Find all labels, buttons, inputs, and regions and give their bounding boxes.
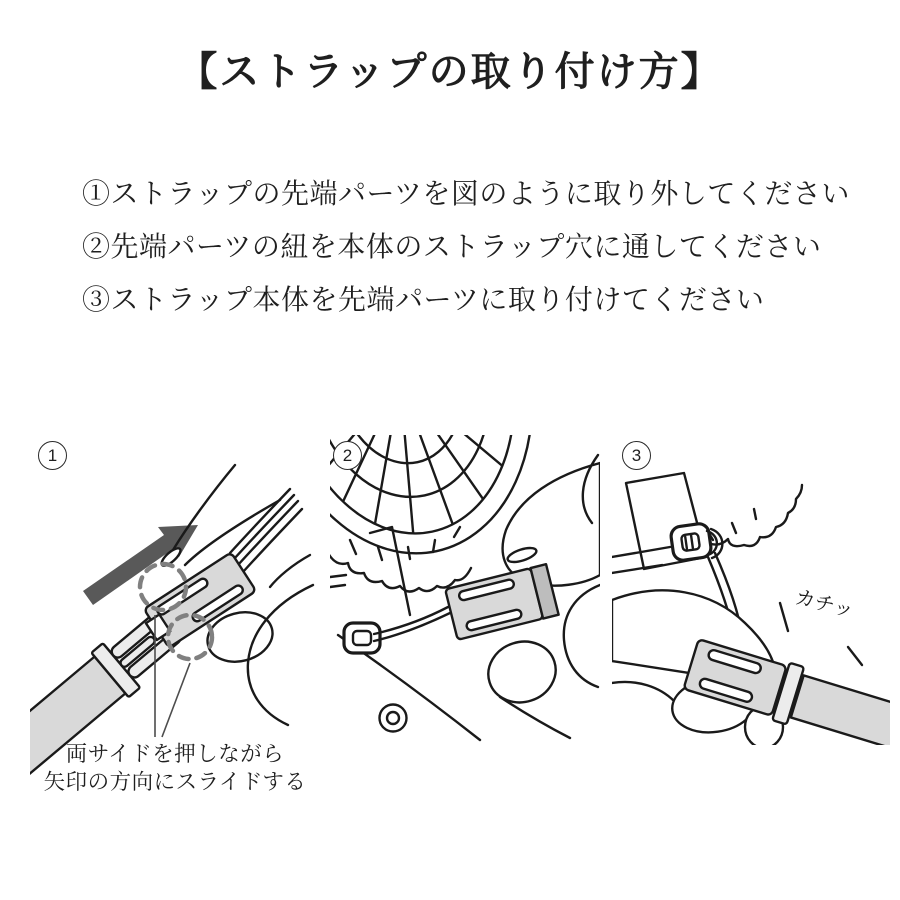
step2-number-badge: 2 [333,441,362,470]
click-sound-text: カチッ [792,586,856,623]
click-effect [780,587,862,665]
step2-panel [330,435,600,745]
step1-panel [30,435,320,805]
step3-number-badge: 3 [622,441,651,470]
strap-hole [344,623,380,653]
strap-body [791,675,890,745]
step3-panel [612,435,890,745]
instruction-step-3: ③ストラップ本体を先端パーツに取り付けてください [82,284,765,315]
strap-hole [670,523,712,562]
strap-cords [230,489,302,572]
pointer-line-right [162,663,190,737]
step2-illustration [330,435,600,745]
step1-caption [30,741,320,796]
instruction-step-2: ②先端パーツの紐を本体のストラップ穴に通してください [82,231,822,262]
page-title: 【ストラップの取り付け方】 [177,50,723,94]
caption-line-2: 矢印の方向にスライドする [43,769,307,794]
thumb [480,633,563,711]
instruction-step-1: ①ストラップの先端パーツを図のように取り外してください [82,178,850,209]
fan-body [612,473,802,573]
step1-number-badge: 1 [38,441,67,470]
fan-button [380,705,407,732]
step3-illustration [612,435,890,745]
caption-line-1: 両サイドを押しながら [65,742,285,766]
strap-tip-part [445,564,558,640]
strap-cord [374,607,450,641]
